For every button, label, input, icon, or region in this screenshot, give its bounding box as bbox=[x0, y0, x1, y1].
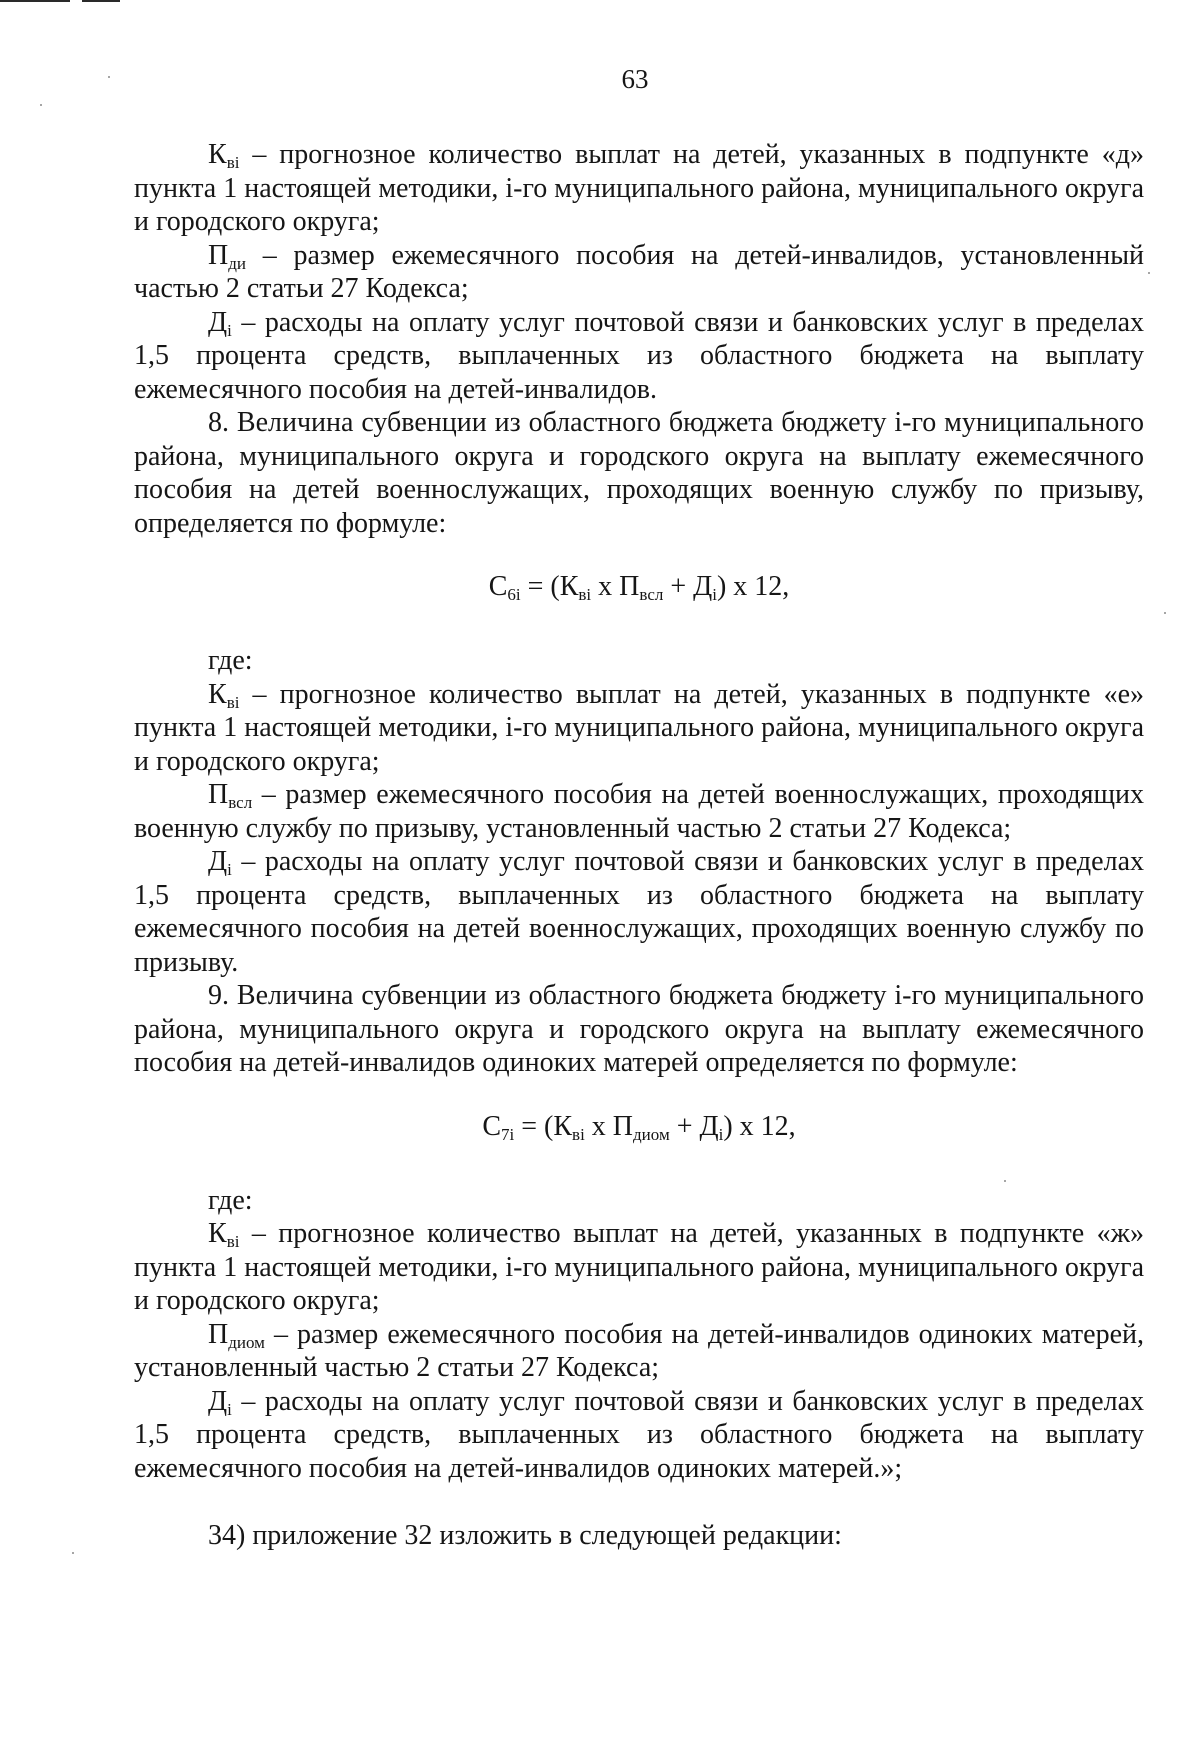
symbol: П bbox=[208, 239, 229, 271]
symbol-subscript: диом bbox=[228, 1332, 265, 1352]
document-body bbox=[134, 138, 1144, 1553]
formula-subscript: вi bbox=[572, 1124, 585, 1144]
definition-text: – прогнозное количество выплат на детей, указанных в подпункте «ж» пункта 1 настоящей методики, i-го муниципального района, муниципального округа и городского округа; bbox=[134, 1218, 1144, 1316]
definition-text: – прогнозное количество выплат на детей, указанных в подпункте «е» пункта 1 настоящей методики, i-го муниципального района, муниципального округа и городского округа; bbox=[134, 678, 1144, 777]
scan-speck bbox=[72, 1552, 74, 1554]
formula-lhs: С bbox=[482, 1110, 502, 1142]
definition-p-diom bbox=[134, 1318, 1144, 1385]
formula-part: + Д bbox=[663, 571, 713, 602]
formula-part: х П bbox=[591, 571, 640, 602]
scan-speck bbox=[1004, 1180, 1006, 1182]
definition-text: – размер ежемесячного пособия на детей военнослужащих, проходящих военную службу по призыву, установленный частью 2 статьи 27 Кодекса; bbox=[134, 779, 1144, 844]
formula-9 bbox=[134, 1110, 1144, 1144]
symbol-subscript: всл bbox=[228, 793, 253, 812]
symbol: П bbox=[208, 1318, 229, 1350]
formula-subscript: вi bbox=[578, 585, 592, 604]
formula-part: ) х 12, bbox=[723, 1110, 796, 1142]
definition-p-vsl bbox=[134, 778, 1144, 845]
item-8: 8. Величина субвенции из областного бюджета бюджету i-го муниципального района, муниципального округа и городского округа на выплату ежемесячного пособия на детей военнослужащих, проходящих военную службу по призыву, определяется по формуле: bbox=[134, 407, 1144, 539]
definition-text: – размер ежемесячного пособия на детей-инвалидов, установленный частью 2 статьи 27 Кодекса; bbox=[134, 239, 1144, 304]
formula-lhs: С bbox=[488, 571, 508, 602]
definition-p-di bbox=[134, 239, 1144, 306]
symbol-subscript: i bbox=[227, 1399, 232, 1419]
formula-lhs-subscript: 6i bbox=[507, 585, 521, 604]
symbol: Д bbox=[208, 306, 228, 338]
formula-8 bbox=[134, 570, 1144, 604]
symbol-subscript: вi bbox=[226, 692, 240, 712]
symbol-subscript: i bbox=[227, 860, 232, 879]
definition-k-e bbox=[134, 678, 1144, 779]
item-34: 34) приложение 32 изложить в следующей редакции: bbox=[208, 1520, 842, 1551]
symbol: Д bbox=[208, 1385, 228, 1417]
formula-subscript: i bbox=[718, 1124, 724, 1144]
scan-edge-mark-left bbox=[0, 0, 70, 2]
formula-part: = (К bbox=[520, 571, 579, 602]
formula-part: х П bbox=[584, 1110, 634, 1142]
symbol-subscript: вi bbox=[226, 153, 240, 172]
symbol-subscript: вi bbox=[226, 1232, 240, 1251]
definition-text: – расходы на оплату услуг почтовой связи и банковских услуг в пределах 1,5 процента средств, выплаченных из областного бюджета на выплату ежемесячного пособия на детей-инвалидов одиноких матерей.»; bbox=[134, 1385, 1144, 1484]
definition-d-a bbox=[134, 306, 1144, 407]
symbol: К bbox=[208, 678, 227, 710]
formula-part: ) х 12, bbox=[716, 571, 790, 602]
symbol: П bbox=[208, 779, 229, 810]
item-9: 9. Величина субвенции из областного бюджета бюджету i-го муниципального района, муниципального округа и городского округа на выплату ежемесячного пособия на детей-инвалидов одиноких матерей определяется по формуле: bbox=[134, 980, 1144, 1078]
definition-k-d bbox=[134, 138, 1144, 239]
definition-text: – прогнозное количество выплат на детей, указанных в подпункте «д» пункта 1 настоящей методики, i-го муниципального района, муниципального округа и городского округа; bbox=[134, 139, 1144, 237]
definition-d-b bbox=[134, 845, 1144, 979]
page-number: 63 bbox=[621, 64, 649, 94]
where-label-8: где: bbox=[208, 645, 253, 676]
formula-part: = (К bbox=[514, 1110, 573, 1142]
formula-subscript: всл bbox=[639, 585, 664, 604]
scan-speck bbox=[1164, 612, 1166, 614]
symbol: Д bbox=[208, 846, 228, 877]
scan-speck bbox=[108, 76, 110, 78]
symbol: К bbox=[208, 139, 227, 170]
formula-lhs-subscript: 7i bbox=[501, 1124, 515, 1144]
definition-text: – размер ежемесячного пособия на детей-инвалидов одиноких матерей, установленный частью 2 статьи 27 Кодекса; bbox=[134, 1318, 1144, 1383]
definition-k-zh bbox=[134, 1217, 1144, 1318]
formula-part: + Д bbox=[669, 1110, 719, 1142]
symbol-subscript: i bbox=[227, 320, 232, 340]
scan-speck bbox=[1148, 272, 1150, 274]
scan-edge-mark-right bbox=[82, 0, 120, 2]
formula-subscript: i bbox=[712, 585, 717, 604]
definition-text: – расходы на оплату услуг почтовой связи и банковских услуг в пределах 1,5 процента средств, выплаченных из областного бюджета на выплату ежемесячного пособия на детей военнослужащих, проходящих военную службу по призыву. bbox=[134, 846, 1144, 978]
scan-speck bbox=[40, 104, 42, 106]
formula-subscript: диом bbox=[633, 1124, 670, 1144]
symbol-subscript: ди bbox=[228, 253, 246, 273]
where-label-9: где: bbox=[208, 1184, 253, 1216]
spacer bbox=[134, 1485, 1144, 1519]
symbol: К bbox=[208, 1218, 227, 1249]
definition-d-c bbox=[134, 1385, 1144, 1486]
definition-text: – расходы на оплату услуг почтовой связи и банковских услуг в пределах 1,5 процента средств, выплаченных из областного бюджета на выплату ежемесячного пособия на детей-инвалидов. bbox=[134, 306, 1144, 405]
